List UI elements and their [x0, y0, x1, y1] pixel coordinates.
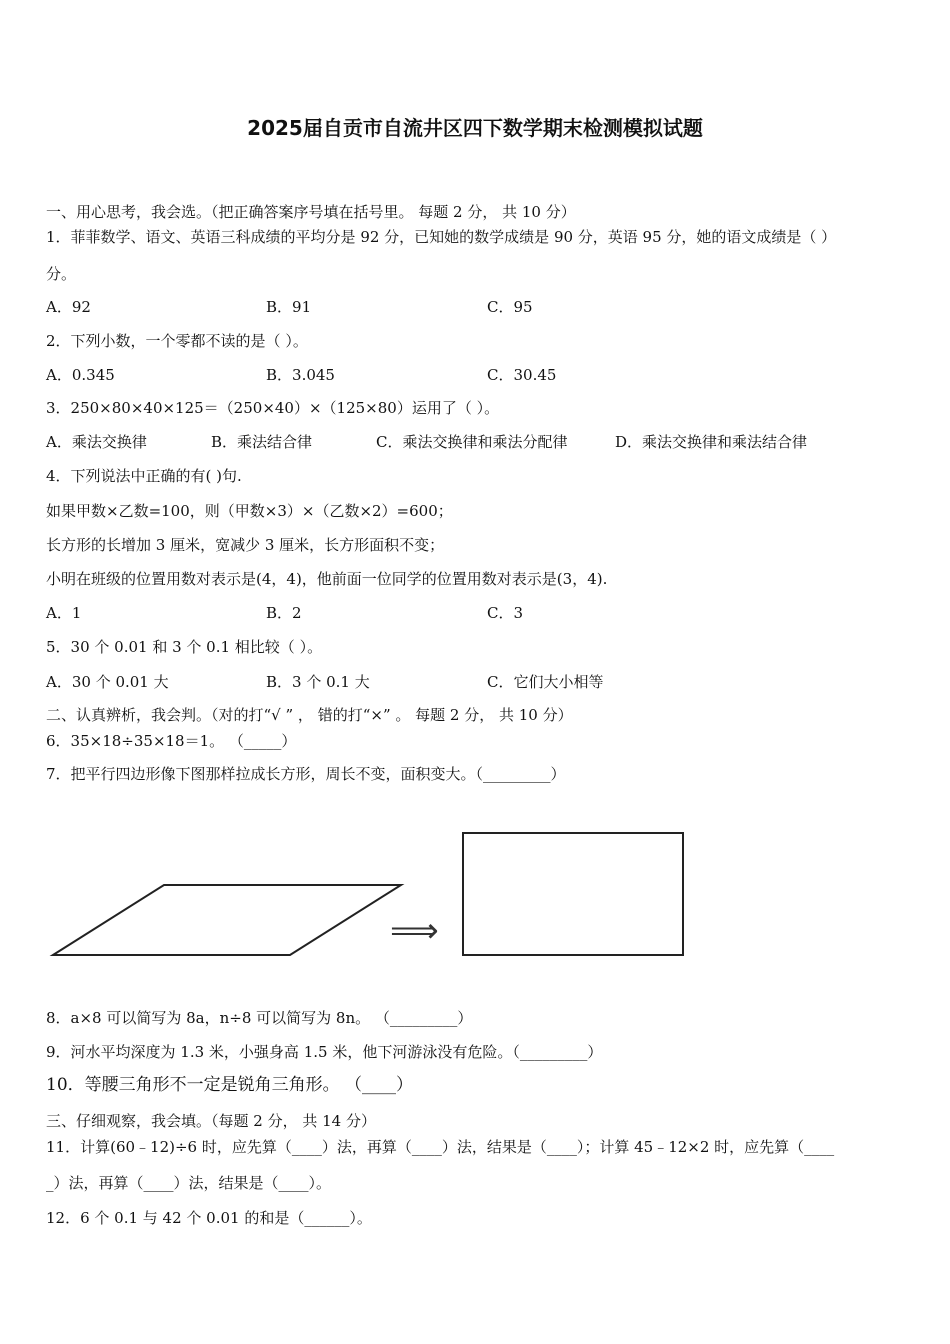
- q11-text-cont: _）法，再算（____）法，结果是（____）。: [46, 1174, 332, 1192]
- q2-option-c[interactable]: C．30.45: [487, 366, 557, 384]
- rectangle-shape: [463, 833, 683, 955]
- q1-stem: 1．菲菲数学、语文、英语三科成绩的平均分是 92 分，已知她的数学成绩是 90 分，英语 95 分，她的语文成绩是（ ）: [46, 228, 837, 246]
- q2-option-b[interactable]: B．3.045: [266, 366, 335, 384]
- section-2-heading: 二、认真辨析，我会判。（对的打“√ ” ， 错的打“×” 。 每题 2 分， 共 10 分）: [46, 706, 573, 724]
- q4-statement-3: 小明在班级的位置用数对表示是(4，4)，他前面一位同学的位置用数对表示是(3，4).: [46, 570, 608, 588]
- q12-text: 12．6 个 0.1 与 42 个 0.01 的和是（______）。: [46, 1209, 372, 1227]
- q2-stem: 2．下列小数，一个零都不读的是（ ）。: [46, 332, 308, 350]
- q7-text: 7．把平行四边形像下图那样拉成长方形，周长不变，面积变大。（_________）: [46, 765, 566, 783]
- q3-option-c[interactable]: C．乘法交换律和乘法分配律: [376, 433, 568, 451]
- q3-stem: 3．250×80×40×125＝（250×40）×（125×80）运用了（ ）。: [46, 399, 500, 417]
- q3-option-d[interactable]: D．乘法交换律和乘法结合律: [615, 433, 808, 451]
- q4-option-c[interactable]: C．3: [487, 604, 524, 622]
- q1-stem-cont: 分。: [46, 265, 77, 283]
- q10-text: 10．等腰三角形不一定是锐角三角形。 （____）: [46, 1075, 414, 1095]
- q3-option-a[interactable]: A．乘法交换律: [46, 433, 147, 451]
- q1-option-b[interactable]: B．91: [266, 298, 312, 316]
- q4-option-b[interactable]: B．2: [266, 604, 302, 622]
- page-title: 2025届自贡市自流井区四下数学期末检测模拟试题: [247, 116, 703, 140]
- section-1-heading: 一、用心思考，我会选。（把正确答案序号填在括号里。 每题 2 分， 共 10 分）: [46, 203, 576, 221]
- q4-statement-2: 长方形的长增加 3 厘米，宽减少 3 厘米，长方形面积不变；: [46, 536, 445, 554]
- q11-text: 11．计算(60﹣12)÷6 时，应先算（____）法，再算（____）法，结果是（____）；计算 45﹣12×2 时，应先算（____: [46, 1138, 835, 1156]
- q5-option-b[interactable]: B．3 个 0.1 大: [266, 673, 370, 691]
- q3-option-b[interactable]: B．乘法结合律: [211, 433, 313, 451]
- q4-statement-1: 如果甲数×乙数=100，则（甲数×3）×（乙数×2）=600；: [46, 502, 453, 520]
- q8-text: 8．a×8 可以简写为 8a，n÷8 可以简写为 8n。 （_________）: [46, 1009, 473, 1027]
- parallelogram-shape: [53, 885, 401, 955]
- q4-option-a[interactable]: A．1: [46, 604, 82, 622]
- q5-option-a[interactable]: A．30 个 0.01 大: [46, 673, 169, 691]
- q6-text: 6．35×18÷35×18＝1。 （_____）: [46, 732, 297, 750]
- q1-option-c[interactable]: C．95: [487, 298, 533, 316]
- q9-text: 9．河水平均深度为 1.3 米，小强身高 1.5 米，他下河游泳没有危险。（_________）: [46, 1043, 603, 1061]
- q5-option-c[interactable]: C．它们大小相等: [487, 673, 604, 691]
- transform-arrow-icon: ⟹: [390, 911, 439, 951]
- section-3-heading: 三、仔细观察，我会填。（每题 2 分， 共 14 分）: [46, 1112, 376, 1130]
- q1-option-a[interactable]: A．92: [46, 298, 91, 316]
- q2-option-a[interactable]: A．0.345: [46, 366, 115, 384]
- q5-stem: 5．30 个 0.01 和 3 个 0.1 相比较（ ）。: [46, 638, 323, 656]
- q4-stem: 4．下列说法中正确的有( )句.: [46, 467, 242, 485]
